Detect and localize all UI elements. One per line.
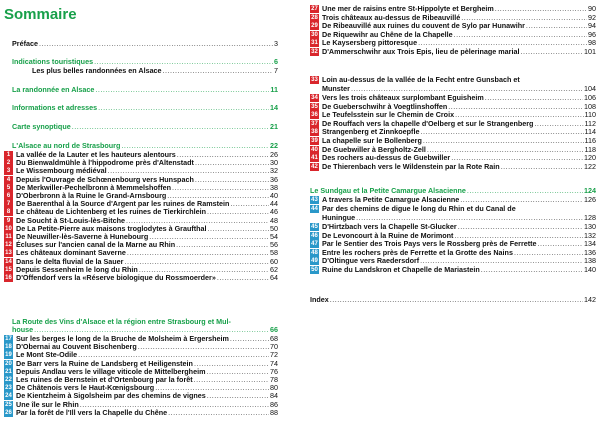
toc-entry-32[interactable] [310, 48, 596, 56]
page-number: 122 [584, 161, 596, 171]
tour-number-badge: 40 [311, 146, 318, 153]
tour-number-badge: 8 [4, 208, 13, 216]
page-number: 106 [584, 93, 596, 102]
page-number: 94 [588, 21, 596, 31]
tour-number-badge: 50 [311, 267, 318, 273]
leader-dots [230, 200, 269, 208]
tour-title: Le château de Lichtenberg et les ruines de Tierkirchlein [16, 207, 206, 217]
tour-title: Écluses sur l'ancien canal de la Marne au Rhin [16, 240, 176, 250]
tour-title: De Barr vers la Ruine de Landsberg et Heiligenstein [16, 358, 193, 368]
page-number: 132 [584, 230, 596, 240]
page-number: 114 [584, 127, 596, 137]
tour-number-badge: 3 [4, 167, 13, 175]
tour-number-badge: 7 [4, 200, 13, 208]
leader-dots [124, 258, 269, 266]
page-title: Sommaire [4, 6, 77, 23]
page-number: 74 [270, 358, 278, 368]
leader-dots [168, 409, 269, 417]
toc-entry-44-cont[interactable]: Huningue ..... 128 [322, 214, 596, 222]
tour-title: La vallée de la Lauter et les hauteurs alentours [16, 150, 176, 159]
toc-entry-infos[interactable]: Informations et adresses ..... 14 [12, 104, 278, 112]
tour-number-badge: 29 [311, 23, 318, 30]
leader-dots [514, 249, 583, 257]
page-number: 36 [270, 174, 278, 184]
tour-title: Trois châteaux au-dessus de Ribeauvillé [322, 12, 461, 22]
page-number: 44 [270, 199, 278, 209]
page-number: 118 [584, 144, 596, 154]
page-number: 130 [584, 222, 596, 231]
page-number: 78 [270, 375, 278, 384]
page-number: 48 [270, 215, 278, 225]
leader-dots [538, 240, 583, 248]
toc-entry-42[interactable] [310, 163, 596, 171]
tour-title: Sur les berges le long de la Bruche de Molsheim à Ergersheim [16, 334, 229, 343]
leader-dots [195, 159, 269, 167]
page-number: 108 [584, 101, 596, 111]
tour-title: Vers les trois châteaux surplombant Eguisheim [322, 93, 484, 102]
tour-title: De Riquewihr au Chêne de la Chapelle [322, 29, 453, 39]
leader-dots [207, 208, 269, 216]
tour-number-badge: 14 [5, 258, 12, 265]
tour-title: De Ribeauvillé aux ruines du couvent de Sylo par Hunawihr [322, 21, 525, 31]
toc-entry-rando-alsace[interactable]: La randonnée en Alsace ..... 11 [12, 86, 278, 94]
tour-number-badge: 34 [311, 95, 318, 101]
tour-title: Les châteaux dominant Saverne [16, 248, 126, 258]
tour-number-badge: 2 [4, 159, 13, 167]
tour-number-badge: 1 [4, 151, 13, 159]
page-number: 110 [584, 110, 596, 120]
page-number: 84 [270, 391, 278, 401]
tour-number-badge: 30 [311, 31, 318, 38]
leader-dots [454, 31, 587, 39]
tour-title: De Gueberschwihr à Voegtlinshoffen [322, 101, 448, 111]
leader-dots [230, 335, 269, 343]
tour-title: De Thierenbach vers le Wildenstein par la Rote Rain [322, 161, 500, 171]
tour-title: D'Hirtzbach vers la Chapelle St-Glucker [322, 222, 457, 231]
tour-number-badge: 15 [5, 266, 12, 273]
tour-number-badge: 12 [5, 242, 12, 249]
page-number: 140 [584, 265, 596, 274]
page-number: 68 [270, 334, 278, 343]
tour-title: Ruine du Landskron et Chapelle de Mariastein [322, 265, 480, 274]
tour-title: Le Wissembourg médiéval [16, 166, 107, 176]
tour-title: Les ruines de Bernstein et d'Ortenbourg par la forêt [16, 375, 193, 384]
leader-dots [194, 360, 269, 368]
tour-number-badge: 31 [311, 40, 318, 47]
tour-number-badge: 36 [311, 112, 318, 119]
tour-number-badge: 5 [4, 184, 13, 192]
leader-dots [138, 343, 269, 351]
page-number: 80 [270, 383, 278, 393]
tour-title: Des rochers au-dessus de Guebwiller [322, 153, 451, 163]
toc-section-sundgau[interactable]: Le Sundgau et la Petite Camargue Alsacienne ..... 124 [310, 187, 596, 195]
toc-entry-44[interactable]: 44 Par des chemins de digue le long du Rhin et du Canal de [311, 204, 516, 213]
tour-title: D'Oltingue vers Raedersdorf [322, 256, 420, 266]
tour-number-badge: 26 [5, 409, 12, 416]
toc-section-route-vins[interactable]: La Route des Vins d'Alsace et la région entre Strasbourg et Mul- [12, 317, 231, 326]
leader-dots [420, 128, 583, 136]
page-number: 88 [270, 407, 278, 417]
page-number: 116 [584, 136, 596, 145]
leader-dots [206, 368, 269, 376]
leader-dots [520, 48, 583, 56]
page-number: 120 [584, 153, 596, 163]
page-number: 30 [270, 158, 278, 168]
page-number: 56 [270, 240, 278, 250]
tour-number-badge: 27 [311, 6, 318, 12]
toc-entry-36[interactable] [310, 111, 596, 119]
tour-title: Une mer de raisins entre St-Hippolyte et Bergheim [322, 4, 494, 13]
tour-number-badge: 13 [5, 250, 12, 257]
toc-entry-39[interactable] [310, 137, 596, 145]
page-number: 134 [584, 239, 596, 249]
leader-dots [458, 223, 583, 231]
page-number: 101 [584, 47, 596, 56]
tour-number-badge: 21 [5, 368, 12, 375]
leader-dots [127, 249, 269, 257]
tour-number-badge: 6 [4, 192, 13, 200]
tour-title: Par le Sentier des Trois Pays vers le Rossberg près de Ferrette [322, 239, 537, 249]
leader-dots [194, 376, 269, 384]
toc-section-nord[interactable]: L'Alsace au nord de Strasbourg ..... 22 [12, 142, 278, 150]
leader-dots [217, 274, 269, 282]
page-number: 64 [270, 273, 278, 282]
tour-number-badge: 18 [5, 344, 12, 351]
tour-title: Dans le delta fluvial de la Sauer [16, 256, 124, 266]
tour-number-badge: 10 [5, 225, 12, 232]
tour-number-badge: 9 [4, 217, 13, 225]
tour-title: De Châtenois vers le Haut-Kœnigsbourg [16, 383, 155, 393]
tour-title: De Levoncourt à la Ruine de Morimont [322, 230, 454, 240]
tour-number-badge: 37 [311, 120, 318, 127]
toc-entry-34[interactable] [310, 94, 596, 102]
tour-title: De Baerenthal à la Source d'Argent par les ruines de Ramstein [16, 199, 230, 209]
toc-entry-indications[interactable]: Indications touristiques ..... 6 [12, 58, 278, 66]
tour-number-badge: 24 [5, 393, 12, 400]
page-number: 46 [270, 207, 278, 217]
page-number: 40 [270, 191, 278, 200]
tour-title: Entre les rochers près de Ferrette et la Grotte des Nains [322, 247, 513, 257]
toc-entry-47[interactable] [310, 240, 596, 248]
tour-title: Depuis Sessenheim le long du Rhin [16, 264, 138, 274]
tour-title: D'Obernai au Couvent Bischenberg [16, 342, 137, 352]
page-number: 70 [270, 342, 278, 352]
leader-dots [427, 146, 584, 154]
tour-title: De Neuwiller-lès-Saverne à Hunebourg [16, 232, 149, 241]
tour-number-badge: 4 [4, 176, 13, 184]
tour-title: De Kientzheim à Sigolsheim par des chemins de vignes [16, 391, 206, 401]
page-number: 54 [270, 232, 278, 241]
leader-dots [448, 103, 583, 111]
tour-number-badge: 46 [311, 232, 318, 239]
page-number: 112 [584, 118, 596, 128]
tour-number-badge: 47 [311, 241, 318, 248]
leader-dots [423, 137, 584, 145]
leader-dots [481, 266, 583, 274]
tour-number-badge: 39 [311, 138, 318, 144]
tour-title: D'Oberbronn à la Ruine le Grand-Arnsbourg [16, 191, 167, 200]
toc-entry-50[interactable] [310, 266, 596, 274]
toc-entry-41[interactable] [310, 154, 596, 162]
leader-dots [455, 111, 583, 119]
toc-entry-33[interactable]: 33 Loin au-dessus de la vallée de la Fecht entre Gunsbach et [311, 75, 520, 84]
tour-title: Par la forêt de l'Ill vers la Chapelle du Chêne [16, 407, 168, 417]
tour-title: Du Bienwaldmühle à l'hippodrome près d'Altenstadt [16, 158, 194, 168]
page-number: 96 [588, 29, 596, 39]
page-number: 60 [270, 256, 278, 266]
tour-number-badge: 35 [311, 103, 318, 110]
page-number: 92 [588, 12, 596, 22]
leader-dots [501, 163, 583, 171]
tour-number-badge: 11 [5, 234, 12, 240]
leader-dots [495, 5, 587, 13]
tour-number-badge: 28 [311, 14, 318, 21]
leader-dots [207, 392, 269, 400]
page-number: 26 [270, 150, 278, 159]
tour-title: Le Kaysersberg pittoresque [322, 38, 418, 48]
tour-title: D'Ammerschwihr aux Trois Epis, lieu de pèlerinage marial [322, 47, 520, 56]
leader-dots [485, 94, 583, 102]
page-number: 38 [270, 182, 278, 192]
page-number: 72 [270, 350, 278, 360]
leader-dots [208, 225, 269, 233]
toc-entry-16[interactable] [4, 274, 278, 282]
page-number: 76 [270, 366, 278, 376]
tour-title: Depuis l'Ouvrage de Schœnenbourg vers Hunspach [16, 174, 194, 184]
tour-title: Depuis Andlau vers le village viticole de Mittelbergheim [16, 366, 206, 376]
tour-title: De La Petite-Pierre aux maisons troglodytes à Graufthal [16, 223, 207, 233]
tour-number-badge: 25 [5, 401, 12, 408]
tour-number-badge: 41 [311, 155, 318, 162]
tour-title: De Guebwiller à Bergholtz-Zell [322, 144, 426, 154]
toc-entry-preface[interactable]: Préface ..... 3 [12, 40, 278, 48]
tour-title: De Soucht à St-Louis-lès-Bitche [16, 215, 126, 225]
tour-title: Une île sur le Rhin [16, 399, 79, 409]
page-number: 136 [584, 247, 596, 257]
toc-entry-33-cont[interactable]: Munster ..... 104 [322, 85, 596, 93]
tour-number-badge: 16 [5, 275, 12, 281]
tour-title: Le Teufelsstein sur le Chemin de Croix [322, 110, 455, 120]
page-number: 86 [270, 399, 278, 409]
leader-dots [451, 154, 583, 162]
tour-title: D'Offendorf vers la «Réserve biologique du Rossmoerder» [16, 273, 216, 282]
leader-dots [534, 120, 583, 128]
page-number: 62 [270, 264, 278, 274]
page-number: 50 [270, 223, 278, 233]
page-number: 138 [584, 256, 596, 266]
leader-dots [195, 176, 269, 184]
tour-number-badge: 49 [311, 258, 318, 265]
page-number: 90 [588, 4, 596, 13]
tour-number-badge: 23 [5, 385, 12, 392]
tour-number-badge: 17 [5, 336, 12, 342]
page-number: 98 [588, 38, 596, 48]
tour-title: De Merkwiller-Pechelbronn à Memmelshoffen [16, 182, 171, 192]
tour-number-badge: 45 [311, 224, 318, 230]
toc-entry-carte[interactable]: Carte synoptique ..... 21 [12, 123, 278, 131]
toc-entry-26[interactable] [4, 409, 278, 417]
toc-entry-29[interactable] [310, 22, 596, 30]
toc-entry-index[interactable]: Index ..... 142 [310, 296, 596, 304]
page-number: 58 [270, 248, 278, 258]
tour-number-badge: 38 [311, 129, 318, 136]
tour-number-badge: 42 [311, 163, 318, 170]
tour-title: La chapelle sur le Bollenberg [322, 136, 422, 145]
toc-section-route-vins-cont[interactable]: house ..... 66 [12, 326, 278, 334]
leader-dots [526, 22, 587, 30]
toc-entry-27[interactable] [310, 5, 596, 13]
leader-dots [172, 184, 269, 192]
page-number: 32 [270, 166, 278, 176]
tour-title: Strangenberg et Zinnkoepfle [322, 127, 420, 137]
tour-title: De Rouffach vers la chapelle d'Oelberg et sur le Strangenberg [322, 118, 534, 128]
tour-number-badge: 22 [5, 377, 12, 383]
tour-number-badge: 19 [5, 352, 12, 359]
toc-entry-randos[interactable]: Les plus belles randonnées en Alsace ..... 7 [32, 67, 278, 75]
tour-title: Le Mont Ste-Odile [16, 350, 78, 360]
toc-entry-43[interactable]: 43 A travers la Petite Camargue Alsacienne ..... 126 [310, 196, 596, 204]
tour-number-badge: 48 [311, 249, 318, 256]
tour-number-badge: 32 [311, 49, 318, 55]
toc-entry-45[interactable] [310, 223, 596, 231]
leader-dots [176, 241, 269, 249]
tour-number-badge: 20 [5, 360, 12, 367]
